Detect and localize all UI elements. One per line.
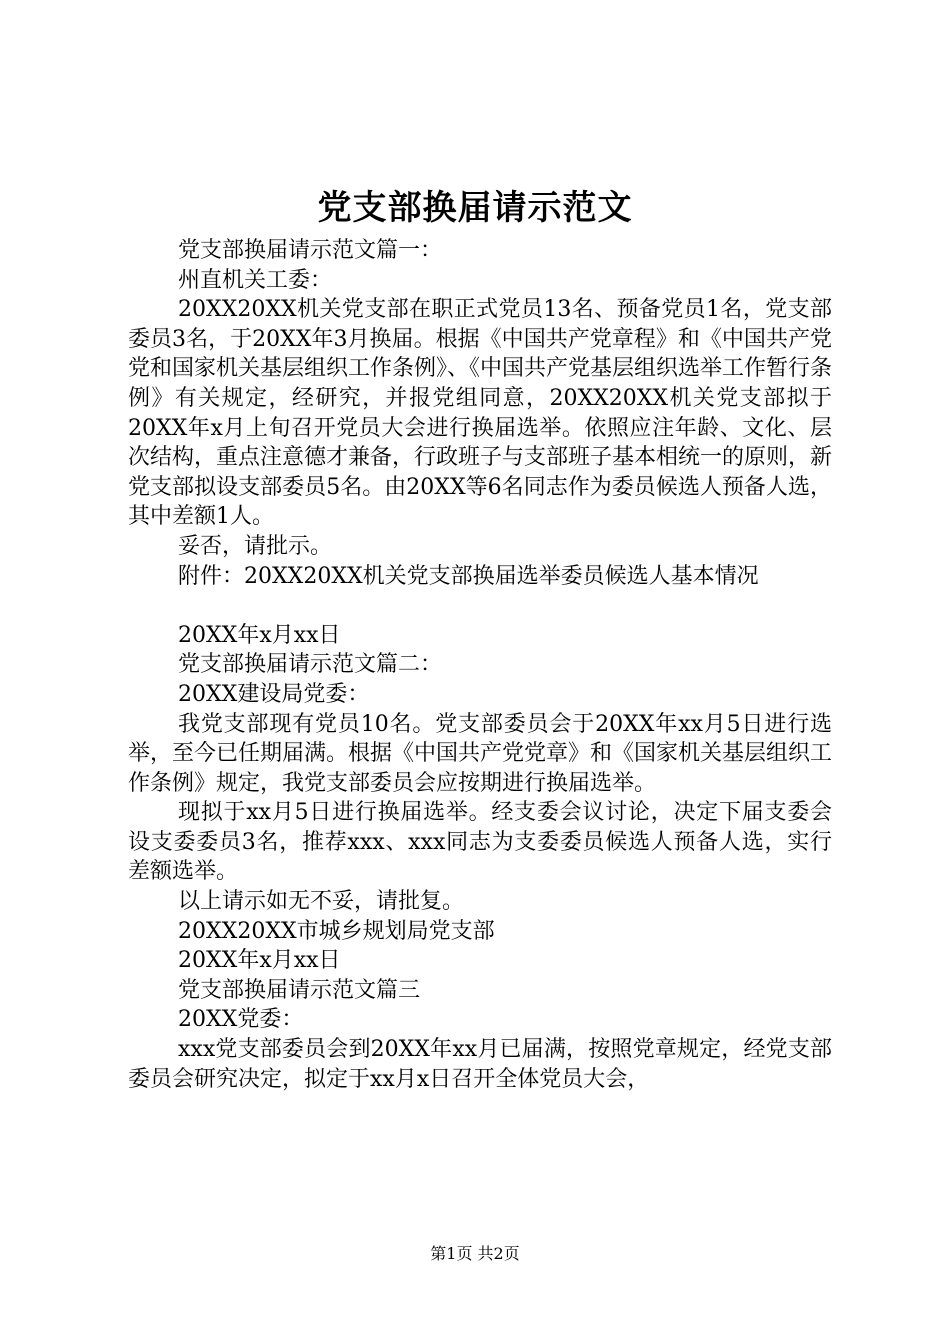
body-paragraph-4: xxx党支部委员会到20XX年xx月已届满，按照党章规定，经党支部委员会研究决定，拟定于xx月x日召开全体党员大会， <box>128 1037 832 1092</box>
body-paragraph-2: 我党支部现有党员10名。党支部委员会于20XX年xx月5日进行选举，至今已任期届满。根据《中国共产党党章》和《国家机关基层组织工作条例》规定，我党支部委员会应按期进行换届选举。 <box>128 711 832 796</box>
sender-line-2: 20XX20XX市城乡规划局党支部 <box>178 918 495 944</box>
document-body <box>128 236 832 1094</box>
attachment-note: 附件：20XX20XX机关党支部换届选举委员候选人基本情况 <box>178 563 759 589</box>
closing-request-2: 以上请示如无不妥，请批复。 <box>178 889 465 915</box>
addressee-2: 20XX建设局党委： <box>178 681 370 707</box>
body-paragraph-3: 现拟于xx月5日进行换届选举。经支委会议讨论，决定下届支委会设支委委员3名，推荐xxx、xxx同志为支委委员候选人预备人选，实行差额选举。 <box>128 800 832 885</box>
page-footer: 第1页 共2页 <box>430 1244 520 1263</box>
date-line-2: 20XX年x月xx日 <box>178 948 341 974</box>
blank-line <box>128 591 832 621</box>
document-title: 党支部换届请示范文 <box>317 188 633 228</box>
addressee-3: 20XX党委： <box>178 1007 304 1033</box>
section-heading-1: 党支部换届请示范文篇一： <box>178 238 443 263</box>
closing-request-1: 妥否，请批示。 <box>178 533 333 559</box>
section-heading-3: 党支部换届请示范文篇三 <box>178 977 421 1003</box>
date-line-1: 20XX年x月xx日 <box>178 622 341 648</box>
addressee-1: 州直机关工委： <box>178 267 333 293</box>
section-heading-2: 党支部换届请示范文篇二： <box>178 652 443 678</box>
body-paragraph-1: 20XX20XX机关党支部在职正式党员13名、预备党员1名，党支部委员3名，于20XX年3月换届。根据《中国共产党章程》和《中国共产党党和国家机关基层组织工作条例》、《中国共产党基层组织选举工作暂行条例》有关规定，经研究，并报党组同意，20XX20XX机关党支部拟于20XX年x月上旬召开党员大会进行换届选举。依照应注年龄、文化、层次结构，重点注意德才兼备，行政班子与支部班子基本相统一的原则，新党支部拟设支部委员5名。由20XX等6名同志作为委员候选人预备人选，其中差额1人。 <box>128 297 832 530</box>
